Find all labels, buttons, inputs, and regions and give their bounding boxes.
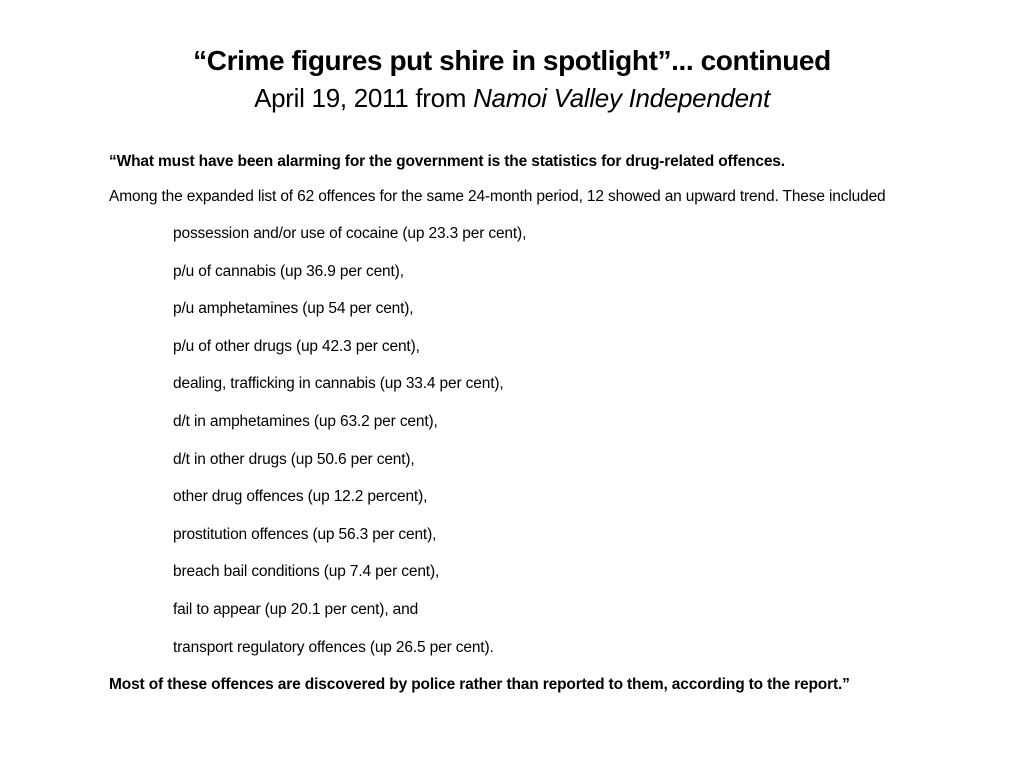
list-item: d/t in amphetamines (up 63.2 per cent), <box>173 412 438 430</box>
list-item: d/t in other drugs (up 50.6 per cent), <box>173 450 415 468</box>
intro-paragraph: Among the expanded list of 62 offences for the same 24-month period, 12 showed an upward trend. These included <box>109 188 886 205</box>
list-item: p/u of other drugs (up 42.3 per cent), <box>173 337 420 355</box>
slide-body <box>109 150 969 696</box>
lead-paragraph: “What must have been alarming for the government is the statistics for drug-related offences. <box>109 153 785 170</box>
source-line <box>40 80 984 116</box>
slide-title <box>40 42 984 116</box>
list-item: p/u of cannabis (up 36.9 per cent), <box>173 262 404 280</box>
list-item: p/u amphetamines (up 54 per cent), <box>173 300 414 318</box>
closing-paragraph: Most of these offences are discovered by police rather than reported to them, according to the report.” <box>109 676 850 694</box>
list-item: fail to appear (up 20.1 per cent), and <box>173 600 419 618</box>
date-prefix: April 19, 2011 from <box>254 83 474 113</box>
publication-name: Namoi Valley Independent <box>473 83 770 113</box>
list-item: prostitution offences (up 56.3 per cent), <box>173 525 437 543</box>
offence-list <box>109 222 969 673</box>
list-item: dealing, trafficking in cannabis (up 33.4 per cent), <box>173 375 504 393</box>
list-item: transport regulatory offences (up 26.5 per cent). <box>173 638 494 656</box>
headline: “Crime figures put shire in spotlight”... continued <box>193 45 831 76</box>
list-item: breach bail conditions (up 7.4 per cent), <box>173 563 440 581</box>
list-item: possession and/or use of cocaine (up 23.3 per cent), <box>173 225 527 242</box>
list-item: other drug offences (up 12.2 percent), <box>173 488 428 506</box>
